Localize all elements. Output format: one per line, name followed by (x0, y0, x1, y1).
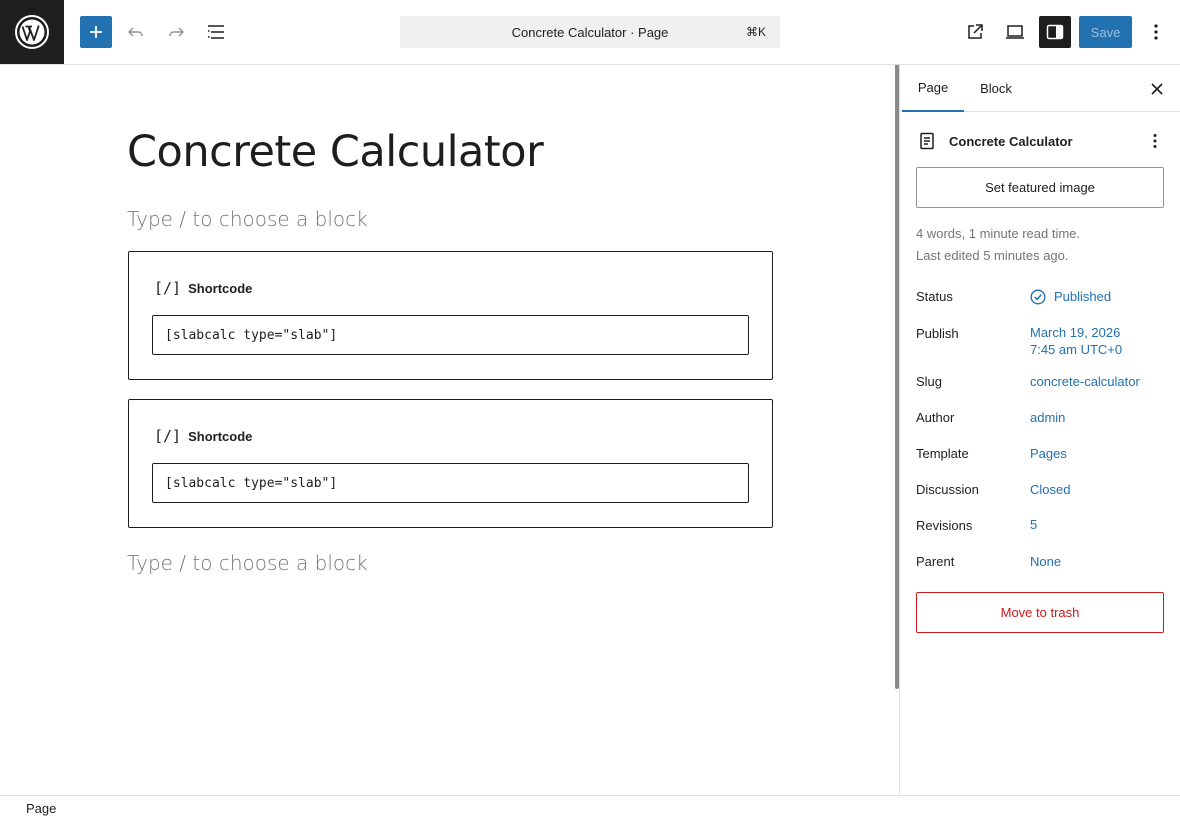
page-icon (917, 131, 937, 151)
move-to-trash-button[interactable]: Move to trash (916, 592, 1164, 633)
close-icon (1150, 82, 1164, 96)
discussion-value[interactable]: Closed (1030, 482, 1071, 497)
document-actions-button[interactable] (1143, 129, 1167, 153)
document-summary (917, 129, 1167, 153)
document-title: Concrete Calculator (949, 133, 1073, 149)
block-placeholder-bottom[interactable]: Type / to choose a block (127, 551, 368, 575)
redo-icon (166, 22, 186, 42)
status-value[interactable] (1030, 288, 1111, 305)
command-palette-button[interactable] (400, 16, 780, 48)
editor-header (0, 0, 1180, 65)
shortcode-icon: [/] (154, 427, 182, 445)
view-page-button[interactable] (959, 16, 991, 48)
sidebar-settings-icon (1045, 22, 1065, 42)
wordpress-logo-icon[interactable] (0, 0, 64, 64)
template-value[interactable]: Pages (1030, 446, 1067, 461)
published-check-icon (1030, 289, 1046, 305)
editor-footer (0, 795, 1180, 820)
close-sidebar-button[interactable] (1141, 73, 1173, 105)
add-block-button[interactable] (80, 16, 112, 48)
command-title: Concrete Calculator · Page (511, 24, 669, 40)
desktop-device-icon (1004, 22, 1026, 42)
word-count: 4 words, 1 minute read time. (916, 226, 1081, 241)
publish-time: 7:45 am UTC+0 (1030, 342, 1123, 357)
slug-label: Slug (916, 374, 943, 389)
device-preview-button[interactable] (999, 16, 1031, 48)
template-label: Template (916, 446, 969, 461)
status-text: Published (1054, 289, 1112, 304)
block-placeholder-top[interactable]: Type / to choose a block (127, 207, 368, 231)
revisions-label: Revisions (916, 518, 973, 533)
tab-page[interactable]: Page (902, 65, 964, 112)
publish-date-value[interactable] (1030, 324, 1122, 358)
save-button[interactable]: Save (1079, 16, 1132, 48)
external-link-icon (965, 22, 985, 42)
revisions-value[interactable]: 5 (1030, 517, 1038, 532)
publish-date: March 19, 2026 (1030, 325, 1121, 340)
settings-toggle-button[interactable] (1039, 16, 1071, 48)
author-label: Author (916, 410, 955, 425)
shortcode-label-text: Shortcode (188, 428, 253, 444)
discussion-label: Discussion (916, 482, 979, 497)
publish-label: Publish (916, 326, 959, 341)
tab-block[interactable]: Block (980, 81, 1012, 96)
undo-icon (126, 22, 146, 42)
vertical-ellipsis-icon (1152, 133, 1158, 149)
parent-label: Parent (916, 554, 955, 569)
set-featured-image-button[interactable]: Set featured image (916, 167, 1164, 208)
vertical-ellipsis-icon (1153, 23, 1159, 41)
last-edited: Last edited 5 minutes ago. (916, 248, 1069, 263)
options-menu-button[interactable] (1140, 16, 1172, 48)
slug-value[interactable]: concrete-calculator (1030, 374, 1140, 389)
shortcode-block-label (154, 427, 252, 445)
plus-icon (88, 24, 104, 40)
shortcode-label-text: Shortcode (188, 280, 253, 296)
shortcode-block[interactable] (128, 399, 773, 528)
redo-button[interactable] (160, 16, 192, 48)
shortcode-block-label (154, 279, 252, 297)
sidebar-tabs (900, 65, 1180, 112)
breadcrumb[interactable]: Page (26, 801, 57, 816)
shortcode-icon: [/] (154, 279, 182, 297)
shortcode-input[interactable]: [slabcalc type="slab"] (152, 463, 749, 503)
shortcode-block[interactable] (128, 251, 773, 380)
undo-button[interactable] (120, 16, 152, 48)
settings-sidebar (899, 65, 1180, 795)
status-label: Status (916, 289, 953, 304)
page-title[interactable]: Concrete Calculator (127, 127, 544, 177)
shortcode-input[interactable]: [slabcalc type="slab"] (152, 315, 749, 355)
command-shortcut: ⌘K (745, 25, 766, 39)
author-value[interactable]: admin (1030, 410, 1066, 425)
parent-value[interactable]: None (1030, 554, 1062, 569)
editor-canvas (0, 65, 896, 795)
document-overview-button[interactable] (200, 16, 232, 48)
document-overview-icon (205, 21, 227, 43)
